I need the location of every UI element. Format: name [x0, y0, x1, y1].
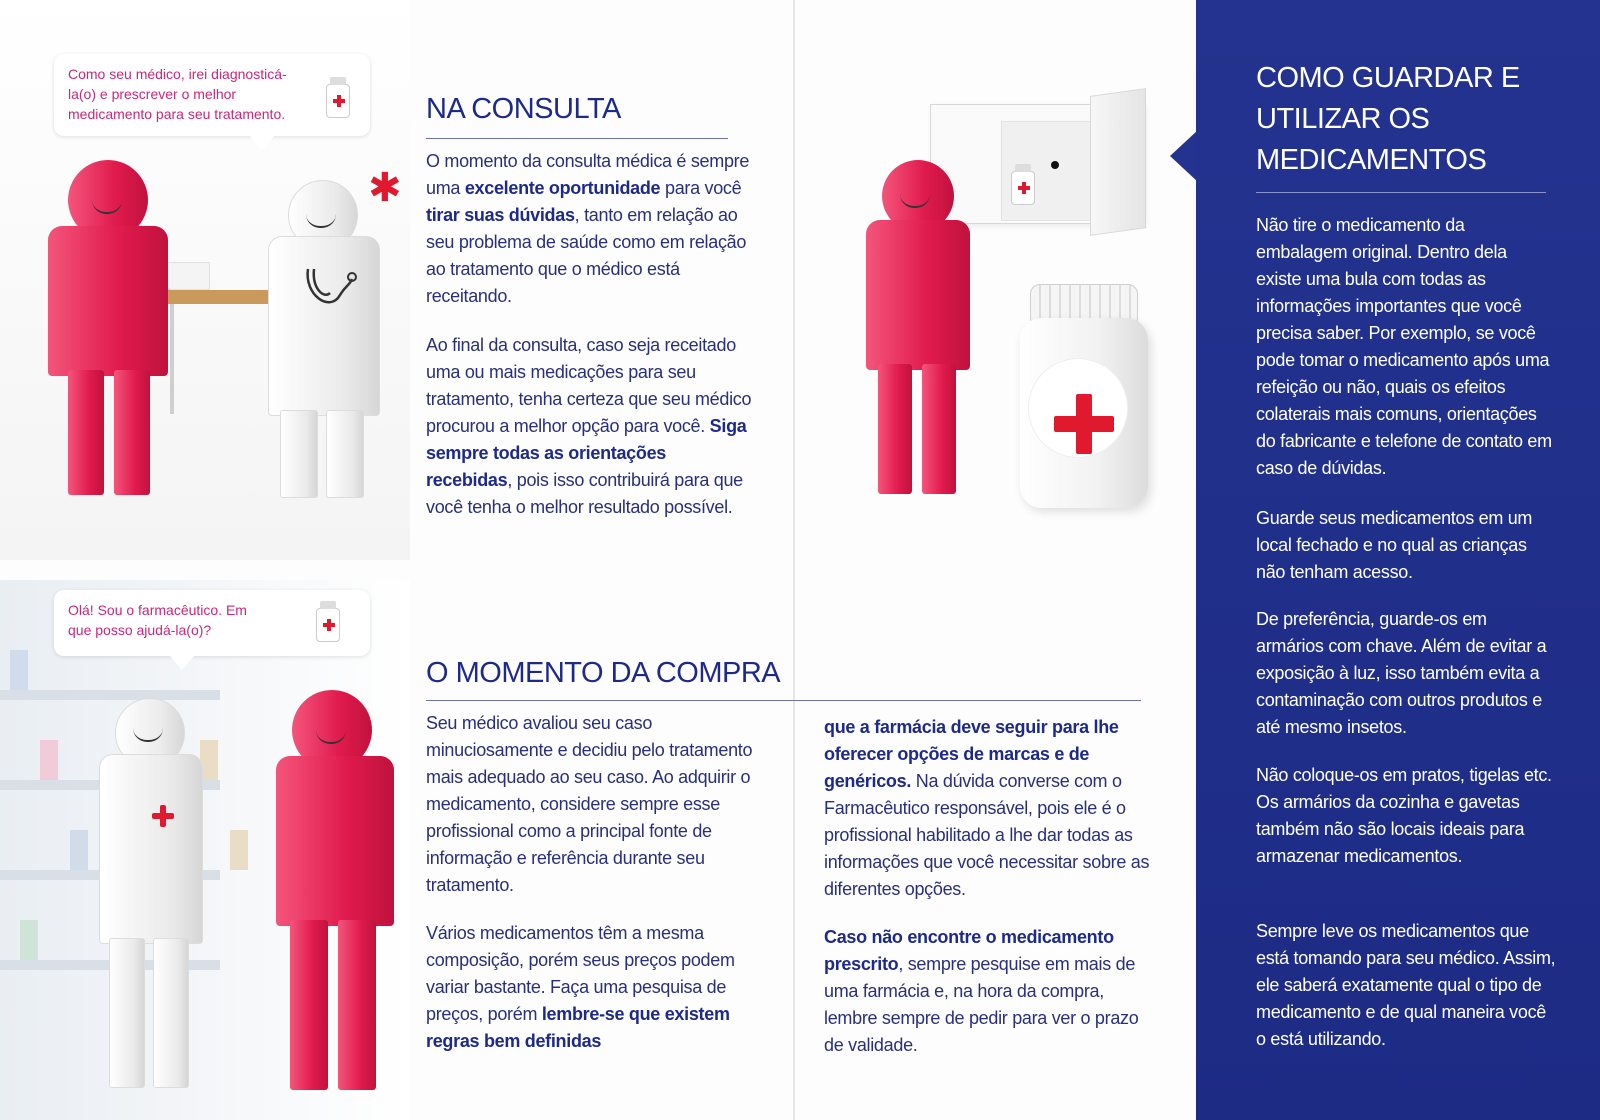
fold-line-left [793, 0, 795, 1120]
compra-paragraph-1: Seu médico avaliou seu caso minuciosamente e decidiu pelo tratamento mais adequado ao seu caso. Ao adquirir o medicamento, considere sempre esse profissional como a principal fonte de informação e referência durante seu tratamento. [426, 713, 753, 895]
compra-paragraph-2: Vários medicamentos têm a mesma composição, porém seus preços podem variar bastante. Faça uma pesquisa de preços, porém lembre-se que existem regras bem definidas [426, 923, 735, 1051]
customer-figure [270, 690, 400, 1100]
bottle-icon [326, 84, 350, 118]
consulta-heading: NA CONSULTA [426, 93, 621, 125]
medical-star-icon: ✱ [368, 165, 402, 211]
consulta-paragraph-2: Ao final da consulta, caso seja receitado uma ou mais medicações para seu tratamento, tenha certeza que seu médico procurou a melhor opção para você. Siga sempre todas as orientações recebidas, pois isso contribuirá para que você tenha o melhor resultado possível. [426, 335, 752, 517]
guardar-rule [1256, 192, 1546, 193]
compra-heading: O MOMENTO DA COMPRA [426, 657, 781, 689]
guardar-paragraph-1: Não tire o medicamento da embalagem original. Dentro dela existe uma bula com todas as informações importantes que você precisa saber. Por exemplo, se você pode tomar o medicamento após uma refeição ou não, quais os efeitos colaterais mais comuns, orientações do fabricante e telefone de contato em caso de dúvidas. [1256, 215, 1552, 478]
compra-paragraph-3: que a farmácia deve seguir para lhe oferecer opções de marcas e de genéricos. Na dúvida converse com o Farmacêutico responsável, pois ele é o profissional habilitado a lhe dar todas as informações que você necessitar sobre as diferentes opções. [824, 717, 1150, 899]
pharmacist-speech-text: Olá! Sou o farmacêutico. Em que posso ajudá-la(o)? [68, 602, 247, 638]
doctor-figure [260, 180, 390, 500]
compra-paragraph-4: Caso não encontre o medicamento prescrito, sempre pesquise em mais de uma farmácia e, na hora da compra, lembre sempre de pedir para ver o prazo de validade. [824, 927, 1139, 1055]
red-cross-icon [1054, 394, 1114, 454]
woman-figure [860, 160, 980, 500]
guardar-paragraph-2: Guarde seus medicamentos em um local fechado e no qual as crianças não tenham acesso. [1256, 508, 1533, 582]
bottle-icon [316, 608, 340, 642]
compra-rule [426, 700, 1141, 701]
red-cross-badge-icon [152, 805, 174, 827]
stethoscope-icon [300, 265, 360, 325]
guardar-paragraph-5: Sempre leve os medicamentos que está tomando para seu médico. Assim, ele saberá exatamente qual o tipo de medicamento e de qual maneira você o está utilizando. [1256, 921, 1556, 1049]
pharmacy-illustration [0, 580, 410, 1120]
blue-panel-notch [1170, 130, 1198, 182]
guardar-heading: COMO GUARDAR E UTILIZAR OS MEDICAMENTOS [1256, 62, 1520, 176]
pharmacist-speech-bubble [54, 590, 370, 656]
consulta-paragraph-1: O momento da consulta médica é sempre uma excelente oportunidade para você tirar suas dúvidas, tanto em relação ao seu problema de saúde como em relação ao tratamento que o médico está receitando. [426, 151, 750, 306]
pharmacist-figure [95, 698, 205, 1098]
doctor-speech-text: Como seu médico, irei diagnosticá-la(o) e prescrever o melhor medicamento para seu tratamento. [68, 66, 287, 122]
cabinet-door [1090, 88, 1146, 236]
guardar-paragraph-3: De preferência, guarde-os em armários com chave. Além de evitar a exposição à luz, isso também evita a contaminação com outros produtos e até mesmo insetos. [1256, 609, 1547, 737]
patient-figure [40, 160, 190, 500]
consulta-rule [426, 138, 728, 139]
bottle-icon [1011, 171, 1035, 205]
guardar-paragraph-4: Não coloque-os em pratos, tigelas etc. Os armários da cozinha e gavetas também não são locais ideais para armazenar medicamentos. [1256, 765, 1552, 866]
doctor-speech-bubble [54, 54, 370, 136]
